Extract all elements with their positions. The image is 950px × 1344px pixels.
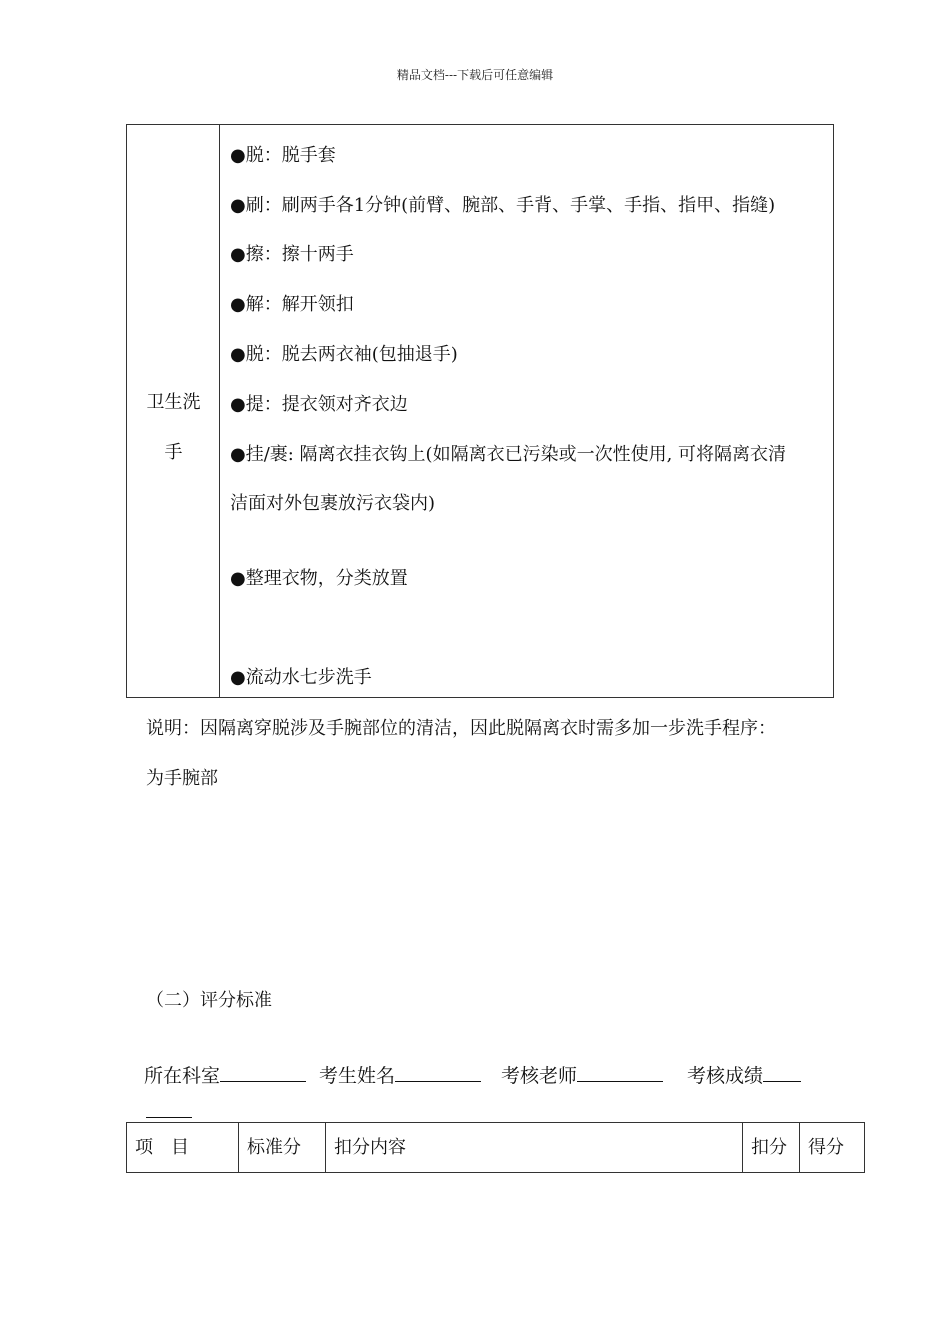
header-standard-score: 标准分 bbox=[239, 1123, 326, 1172]
step-hang-gown: ●挂/裹: 隔离衣挂衣钩上(如隔离衣已污染或一次性使用, 可将隔离衣清 bbox=[230, 444, 787, 465]
step-remove-gloves: ●脱：脱手套 bbox=[230, 145, 336, 166]
header-item: 项 目 bbox=[127, 1123, 239, 1172]
category-label-line2: 手 bbox=[164, 442, 183, 463]
examiner-field bbox=[501, 1061, 663, 1088]
page-header: 精品文档---下载后可任意编辑 bbox=[396, 68, 554, 82]
category-label-line1: 卫生洗 bbox=[146, 392, 201, 413]
examiner-blank bbox=[577, 1063, 663, 1082]
examinee-field bbox=[319, 1061, 481, 1088]
header-deduction-content: 扣分内容 bbox=[326, 1123, 743, 1172]
department-field bbox=[144, 1061, 306, 1088]
score-blank-continued bbox=[146, 1117, 192, 1118]
examiner-label: 考核老师 bbox=[501, 1065, 578, 1087]
score-blank bbox=[763, 1063, 801, 1082]
header-deduction: 扣分 bbox=[743, 1123, 800, 1172]
section-title: （二）评分标准 bbox=[146, 990, 272, 1011]
score-field bbox=[687, 1061, 801, 1088]
department-blank bbox=[220, 1063, 306, 1082]
score-label: 考核成绩 bbox=[687, 1065, 764, 1087]
step-hang-gown-continued: 洁面对外包裹放污衣袋内) bbox=[230, 493, 436, 514]
note-line1: 说明：因隔离穿脱涉及手腕部位的清洁，因此脱隔离衣时需多加一步洗手程序： bbox=[146, 718, 776, 739]
score-table-header-row bbox=[126, 1122, 865, 1173]
step-remove-sleeves: ●脱：脱去两衣袖(包抽退手) bbox=[230, 344, 458, 365]
step-unbutton-collar: ●解：解开领扣 bbox=[230, 294, 354, 315]
examinee-label: 考生姓名 bbox=[319, 1065, 396, 1087]
step-tidy-clothes: ●整理衣物，分类放置 bbox=[230, 568, 408, 589]
step-align-collar: ●提：提衣领对齐衣边 bbox=[230, 394, 408, 415]
procedure-table bbox=[126, 124, 834, 698]
department-label: 所在科室 bbox=[144, 1065, 221, 1087]
examinee-blank bbox=[395, 1063, 481, 1082]
step-dry-hands: ●擦：擦十两手 bbox=[230, 244, 354, 265]
step-wash-hands: ●流动水七步洗手 bbox=[230, 667, 372, 688]
header-earned-score: 得分 bbox=[808, 1137, 844, 1158]
step-scrub-hands: ●刷：刷两手各1分钟(前臂、腕部、手背、手掌、手指、指甲、指缝) bbox=[230, 195, 776, 216]
category-cell bbox=[127, 125, 220, 697]
note-line2: 为手腕部 bbox=[146, 768, 218, 789]
